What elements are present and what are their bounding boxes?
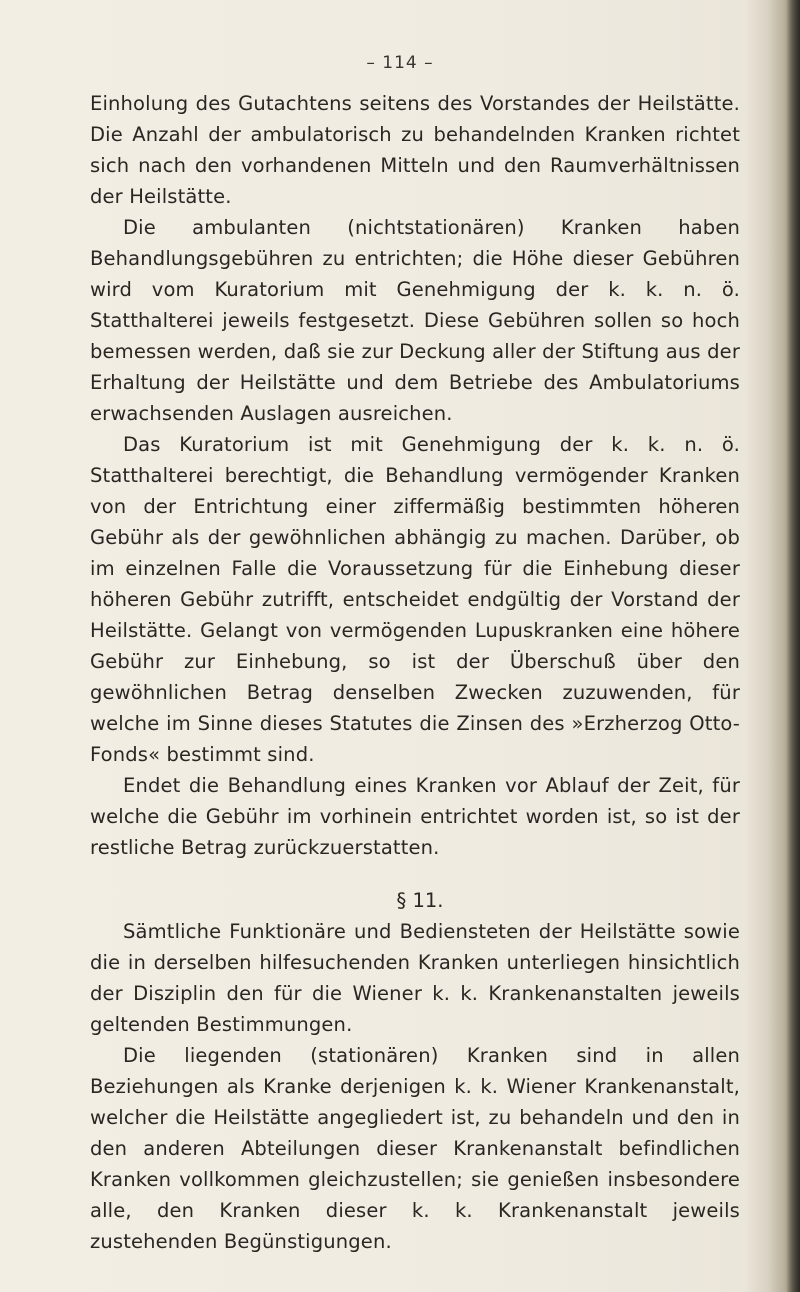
paragraph-higher-fees: Das Kuratorium ist mit Genehmigung der k. k. n. ö. Statthalterei berechtigt, die Behandlung vermögender Kranken von der Entrichtung einer ziffermäßig bestimmten höheren Gebühr als der gewöhnlichen abhängig zu machen. Darüber, ob im einzelnen Falle die Voraussetzung für die Einhebung dieser höheren Gebühr zutrifft, entscheidet endgültig der Vorstand der Heilstätte. Gelangt von vermögenden Lupuskranken eine höhere Gebühr zur Einhebung, so ist der Überschuß über den gewöhnlichen Betrag denselben Zwecken zuzuwenden, für welche im Sinne dieses Statutes die Zinsen des »Erzherzog Otto-Fonds« bestimmt sind. bbox=[90, 433, 740, 766]
document-body bbox=[90, 88, 740, 1257]
paragraph-inpatients: Die liegenden (stationären) Kranken sind in allen Beziehungen als Kranke derjenigen k. k. Wiener Krankenanstalt, welcher die Heilstätte angegliedert ist, zu behandeln und den in den anderen Abteilungen dieser Krankenanstalt befindlichen Kranken vollkommen gleichzustellen; sie genießen insbesondere alle, den Kranken dieser k. k. Krankenanstalt jeweils zustehenden Begünstigungen. bbox=[90, 1044, 740, 1253]
page-binding-edge bbox=[786, 0, 800, 1292]
paragraph-continuation: Einholung des Gutachtens seitens des Vorstandes der Heilstätte. Die Anzahl der ambulatorisch zu behandelnden Kranken richtet sich nach den vorhandenen Mitteln und den Raumverhältnissen der Heilstätte. bbox=[90, 92, 740, 208]
page-number: – 114 – bbox=[366, 53, 434, 73]
paragraph-treatment-fees: Die ambulanten (nichtstationären) Kranken haben Behandlungsgebühren zu entrichten; die Höhe dieser Gebühren wird vom Kuratorium mit Genehmigung der k. k. n. ö. Statthalterei jeweils festgesetzt. Diese Gebühren sollen so hoch bemessen werden, daß sie zur Deckung aller der Stiftung aus der Erhaltung der Heilstätte und dem Betriebe des Ambulatoriums erwachsenden Auslagen ausreichen. bbox=[90, 216, 740, 425]
paragraph-refund: Endet die Behandlung eines Kranken vor Ablauf der Zeit, für welche die Gebühr im vorhinein entrichtet worden ist, so ist der restliche Betrag zurückzuerstatten. bbox=[90, 774, 740, 859]
paragraph-discipline: Sämtliche Funktionäre und Bediensteten der Heilstätte sowie die in derselben hilfesuchenden Kranken unterliegen hinsichtlich der Disziplin den für die Wiener k. k. Krankenanstalten jeweils geltenden Bestimmungen. bbox=[90, 920, 740, 1036]
section-heading: § 11. bbox=[396, 889, 444, 912]
